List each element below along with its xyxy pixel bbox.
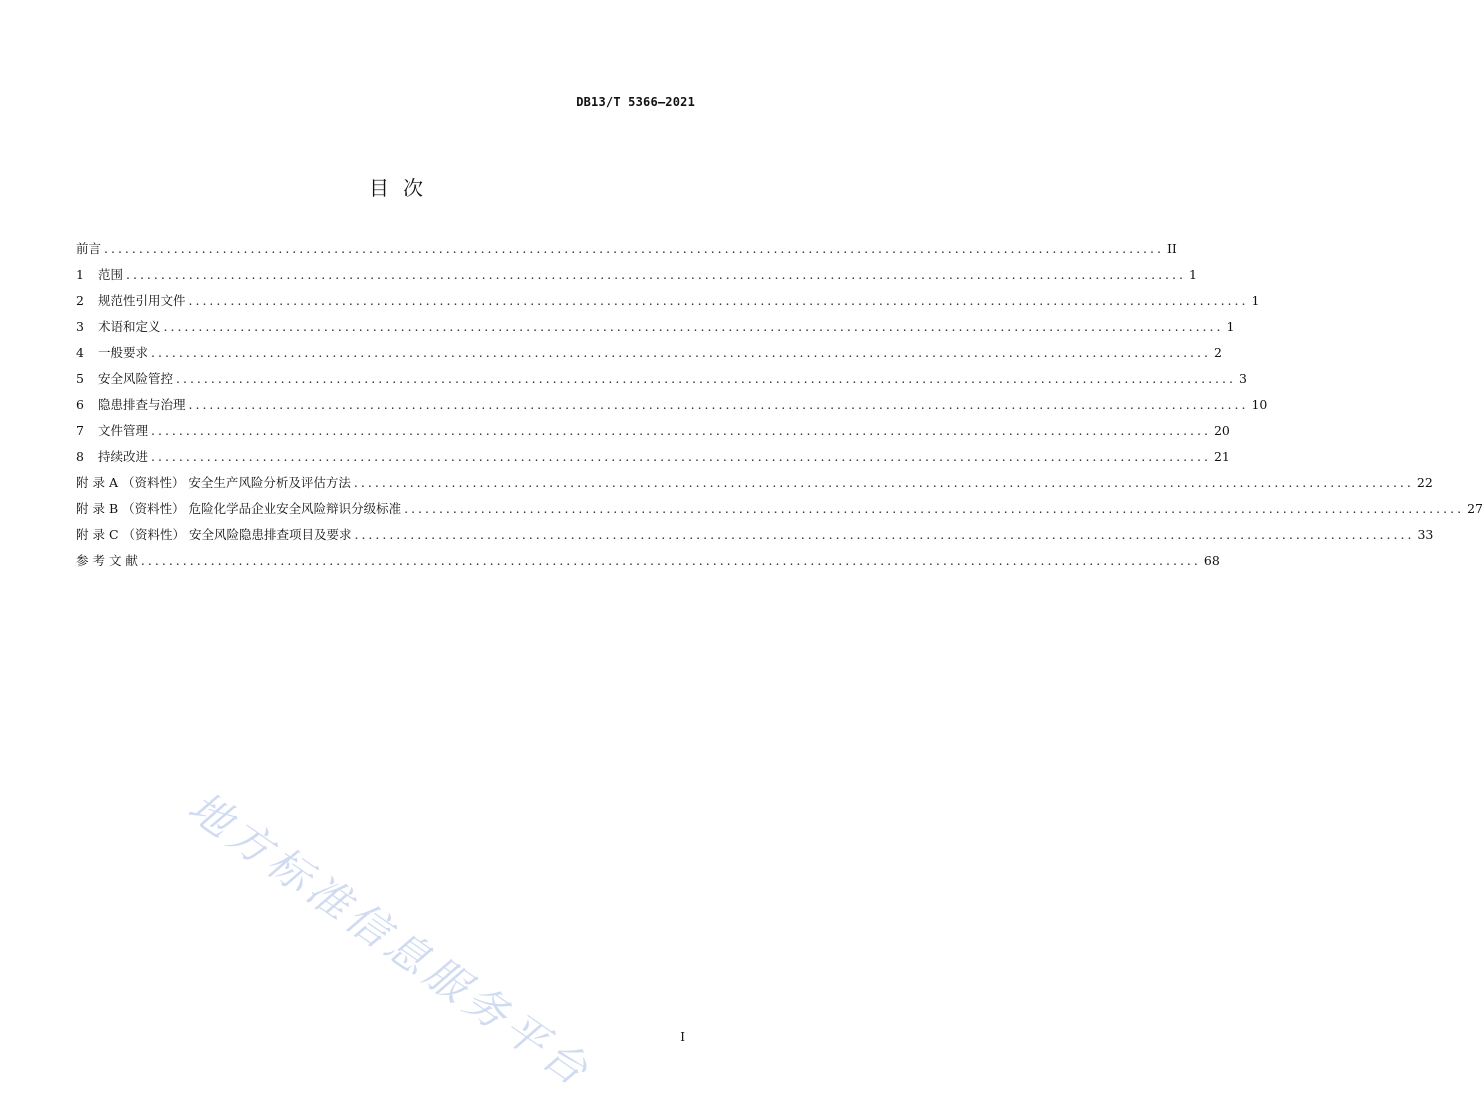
document-code: DB13/T 5366—2021 [576,95,695,109]
toc-entry-page: 20 [1213,423,1230,438]
toc-entry-terms[interactable] [76,314,1235,340]
toc-entry-label: 前言 [76,241,102,256]
dot-leader: ........................................................................................................................................................ [140,553,1201,568]
toc-entry-label: 文件管理 [98,423,149,438]
toc-entry-label: 规范性引用文件 [98,293,186,308]
table-of-contents [76,236,1483,574]
toc-entry-scope[interactable] [76,262,1197,288]
dot-leader: ........................................................................................................................................................ [151,449,1211,464]
toc-entry-page: 22 [1416,475,1433,490]
dot-leader: ........................................................................................................................................................ [163,319,1224,334]
toc-entry-page: 1 [1251,293,1260,308]
toc-entry-number: 2 [76,293,84,308]
dot-leader: ........................................................................................................................................................ [126,267,1186,282]
toc-entry-label: 附 录 B （资料性） 危险化学品企业安全风险辩识分级标准 [76,501,402,516]
toc-entry-label: 附 录 C （资料性） 安全风险隐患排查项目及要求 [76,527,352,542]
toc-entry-label: 隐患排查与治理 [98,397,186,412]
toc-entry-label: 参 考 文 献 [76,553,138,568]
dot-leader: ........................................................................................................................................................ [176,371,1236,386]
toc-entry-page: 1 [1188,267,1197,282]
toc-entry-label: 一般要求 [98,345,149,360]
toc-entry-number: 6 [76,397,84,412]
toc-entry-foreword[interactable] [76,236,1177,262]
toc-entry-continuous-improvement[interactable] [76,444,1230,470]
dot-leader: ........................................................................................................................................................ [188,397,1249,412]
toc-entry-normative-references[interactable] [76,288,1260,314]
toc-entry-number: 3 [76,319,84,334]
dot-leader: ........................................................................................................................................................ [151,345,1211,360]
toc-entry-page: 27 [1467,501,1483,516]
dot-leader: ........................................................................................................................................................ [354,527,1415,542]
toc-entry-annex-c[interactable] [76,522,1434,548]
toc-entry-page: 33 [1417,527,1434,542]
toc-entry-page: II [1166,241,1177,256]
toc-entry-page: 10 [1251,397,1268,412]
toc-entry-page: 1 [1226,319,1235,334]
toc-entry-annex-b[interactable] [76,496,1483,522]
watermark-text: 地方标准信息服务平台 [179,781,601,1098]
toc-entry-document-management[interactable] [76,418,1230,444]
toc-entry-number: 7 [76,423,84,438]
toc-entry-page: 68 [1203,553,1220,568]
toc-entry-number: 1 [76,267,84,282]
toc-entry-hazard-inspection[interactable] [76,392,1268,418]
toc-entry-label: 持续改进 [98,449,149,464]
dot-leader: ........................................................................................................................................................ [188,293,1249,308]
toc-entry-number: 4 [76,345,84,360]
toc-entry-number: 8 [76,449,84,464]
dot-leader: ........................................................................................................................................................ [353,475,1414,490]
page-title: 目次 [369,176,437,200]
toc-entry-general-requirements[interactable] [76,340,1222,366]
toc-entry-label: 范围 [98,267,124,282]
toc-entry-bibliography[interactable] [76,548,1220,574]
toc-entry-label: 术语和定义 [98,319,161,334]
toc-entry-label: 安全风险管控 [98,371,174,386]
toc-entry-page: 3 [1238,371,1247,386]
toc-entry-label: 附 录 A （资料性） 安全生产风险分析及评估方法 [76,475,351,490]
dot-leader: ........................................................................................................................................................ [404,501,1465,516]
dot-leader: ........................................................................................................................................................ [151,423,1211,438]
toc-entry-page: 2 [1213,345,1222,360]
toc-entry-number: 5 [76,371,84,386]
toc-entry-risk-control[interactable] [76,366,1247,392]
toc-entry-annex-a[interactable] [76,470,1433,496]
page-number: I [680,1030,685,1044]
dot-leader: ........................................................................................................................................................ [104,241,1164,256]
toc-entry-page: 21 [1213,449,1230,464]
